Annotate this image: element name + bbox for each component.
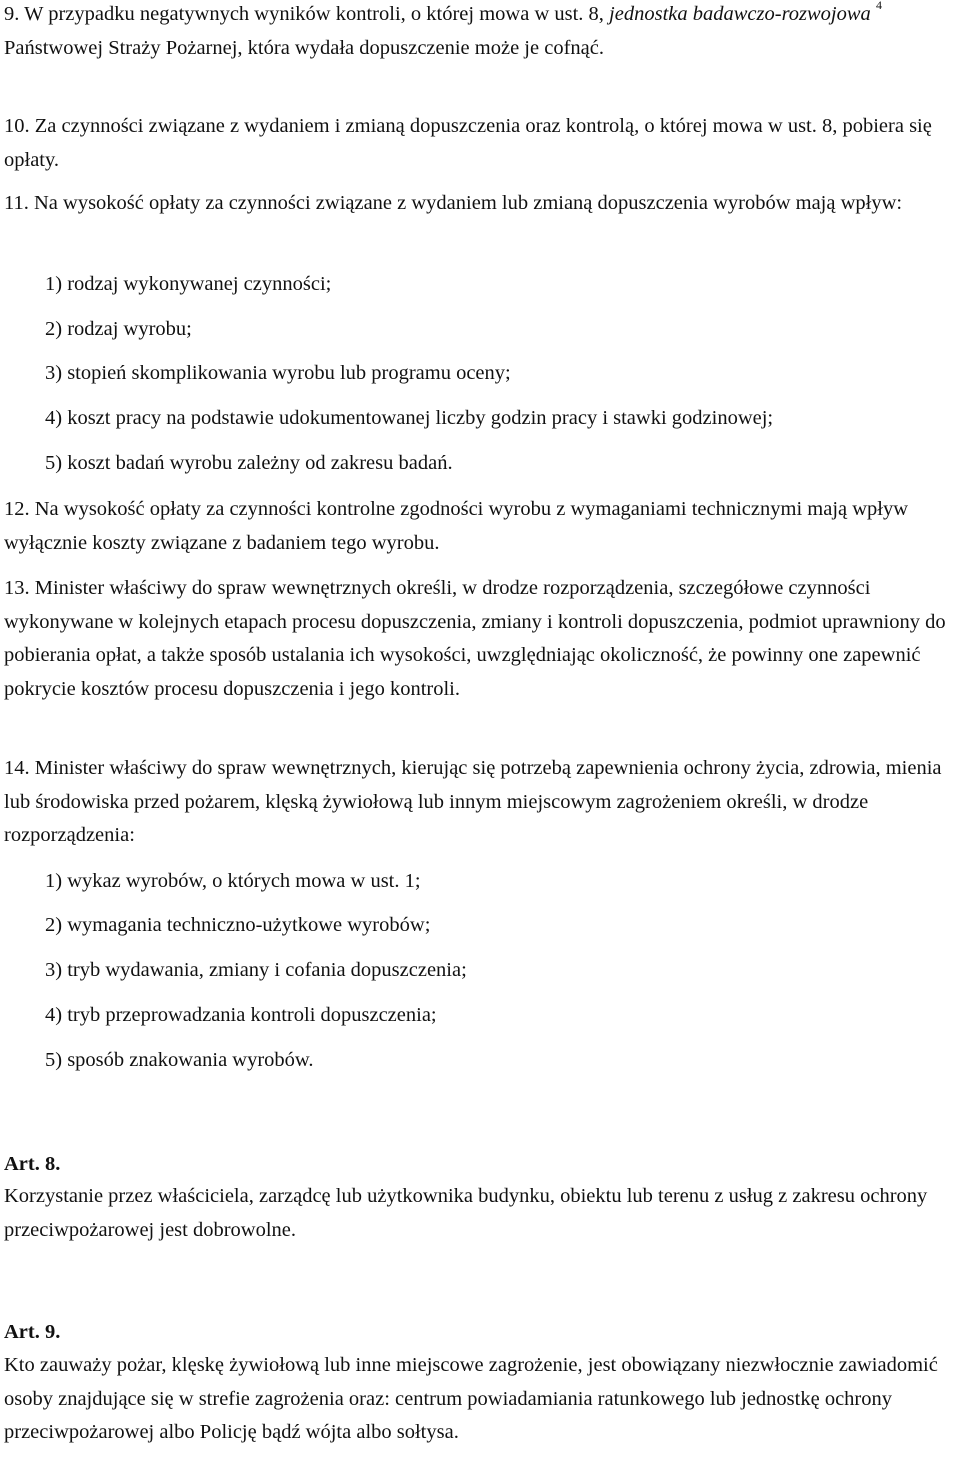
paragraph-11-intro: 11. Na wysokość opłaty za czynności związane z wydaniem lub zmianą dopuszczenia wyrobów mają wpływ: xyxy=(4,192,903,214)
list-item: 2) rodzaj wyrobu; xyxy=(45,318,192,340)
list-item: 3) tryb wydawania, zmiany i cofania dopuszczenia; xyxy=(45,959,467,981)
paragraph-14-intro: 14. Minister właściwy do spraw wewnętrznych, kierując się potrzebą zapewnienia ochrony życia, zdrowia, mienia lub środowiska przed pożarem, klęską żywiołową lub innym miejscowym zagrożeniem określi, w drodze rozporządzenia: xyxy=(4,757,942,846)
paragraph-9-italic: jednostka badawczo-rozwojowa xyxy=(609,3,871,25)
list-item: 2) wymagania techniczno-użytkowe wyrobów; xyxy=(45,914,431,936)
list-item: 5) koszt badań wyrobu zależny od zakresu badań. xyxy=(45,452,453,474)
paragraph-12: 12. Na wysokość opłaty za czynności kontrolne zgodności wyrobu z wymaganiami technicznymi mają wpływ wyłącznie koszty związane z badaniem tego wyrobu. xyxy=(4,498,909,554)
paragraph-9-text-a: 9. W przypadku negatywnych wyników kontroli, o której mowa w ust. 8, xyxy=(4,3,610,25)
list-item: 1) wykaz wyrobów, o których mowa w ust. 1; xyxy=(45,870,421,892)
list-item: 5) sposób znakowania wyrobów. xyxy=(45,1049,314,1071)
paragraph-10: 10. Za czynności związane z wydaniem i zmianą dopuszczenia oraz kontrolą, o której mowa w ust. 8, pobiera się opłaty. xyxy=(4,115,932,171)
article-9-text: Kto zauważy pożar, klęskę żywiołową lub inne miejscowe zagrożenie, jest obowiązany niezwłocznie zawiadomić osoby znajdujące się w strefie zagrożenia oraz: centrum powiadamiania ratunkowego lub jednostkę ochrony przeciwpożarowej albo Policję bądź wójta albo sołtysa. xyxy=(4,1354,938,1443)
list-item: 4) tryb przeprowadzania kontroli dopuszczenia; xyxy=(45,1004,437,1026)
paragraph-13: 13. Minister właściwy do spraw wewnętrznych określi, w drodze rozporządzenia, szczegółowe czynności wykonywane w kolejnych etapach procesu dopuszczenia, zmiany i kontroli dopuszczenia, podmiot uprawniony do pobierania opłat, a także sposób ustalania ich wysokości, uwzględniając okoliczność, że powinny one zapewnić pokrycie kosztów procesu dopuszczenia i jego kontroli. xyxy=(4,577,946,700)
paragraph-9-text-b: Państwowej Straży Pożarnej, która wydała dopuszczenie może je cofnąć. xyxy=(4,36,604,59)
list-item: 4) koszt pracy na podstawie udokumentowanej liczby godzin pracy i stawki godzinowej; xyxy=(45,407,774,429)
list-item: 1) rodzaj wykonywanej czynności; xyxy=(45,273,332,295)
article-9-heading: Art. 9. xyxy=(4,1321,61,1343)
paragraph-9 xyxy=(4,0,956,65)
list-item: 3) stopień skomplikowania wyrobu lub programu oceny; xyxy=(45,362,511,384)
footnote-marker[interactable]: 4 xyxy=(875,0,882,13)
article-8-heading: Art. 8. xyxy=(4,1153,61,1175)
article-8-text: Korzystanie przez właściciela, zarządcę lub użytkownika budynku, obiektu lub terenu z usług z zakresu ochrony przeciwpożarowej jest dobrowolne. xyxy=(4,1185,928,1241)
